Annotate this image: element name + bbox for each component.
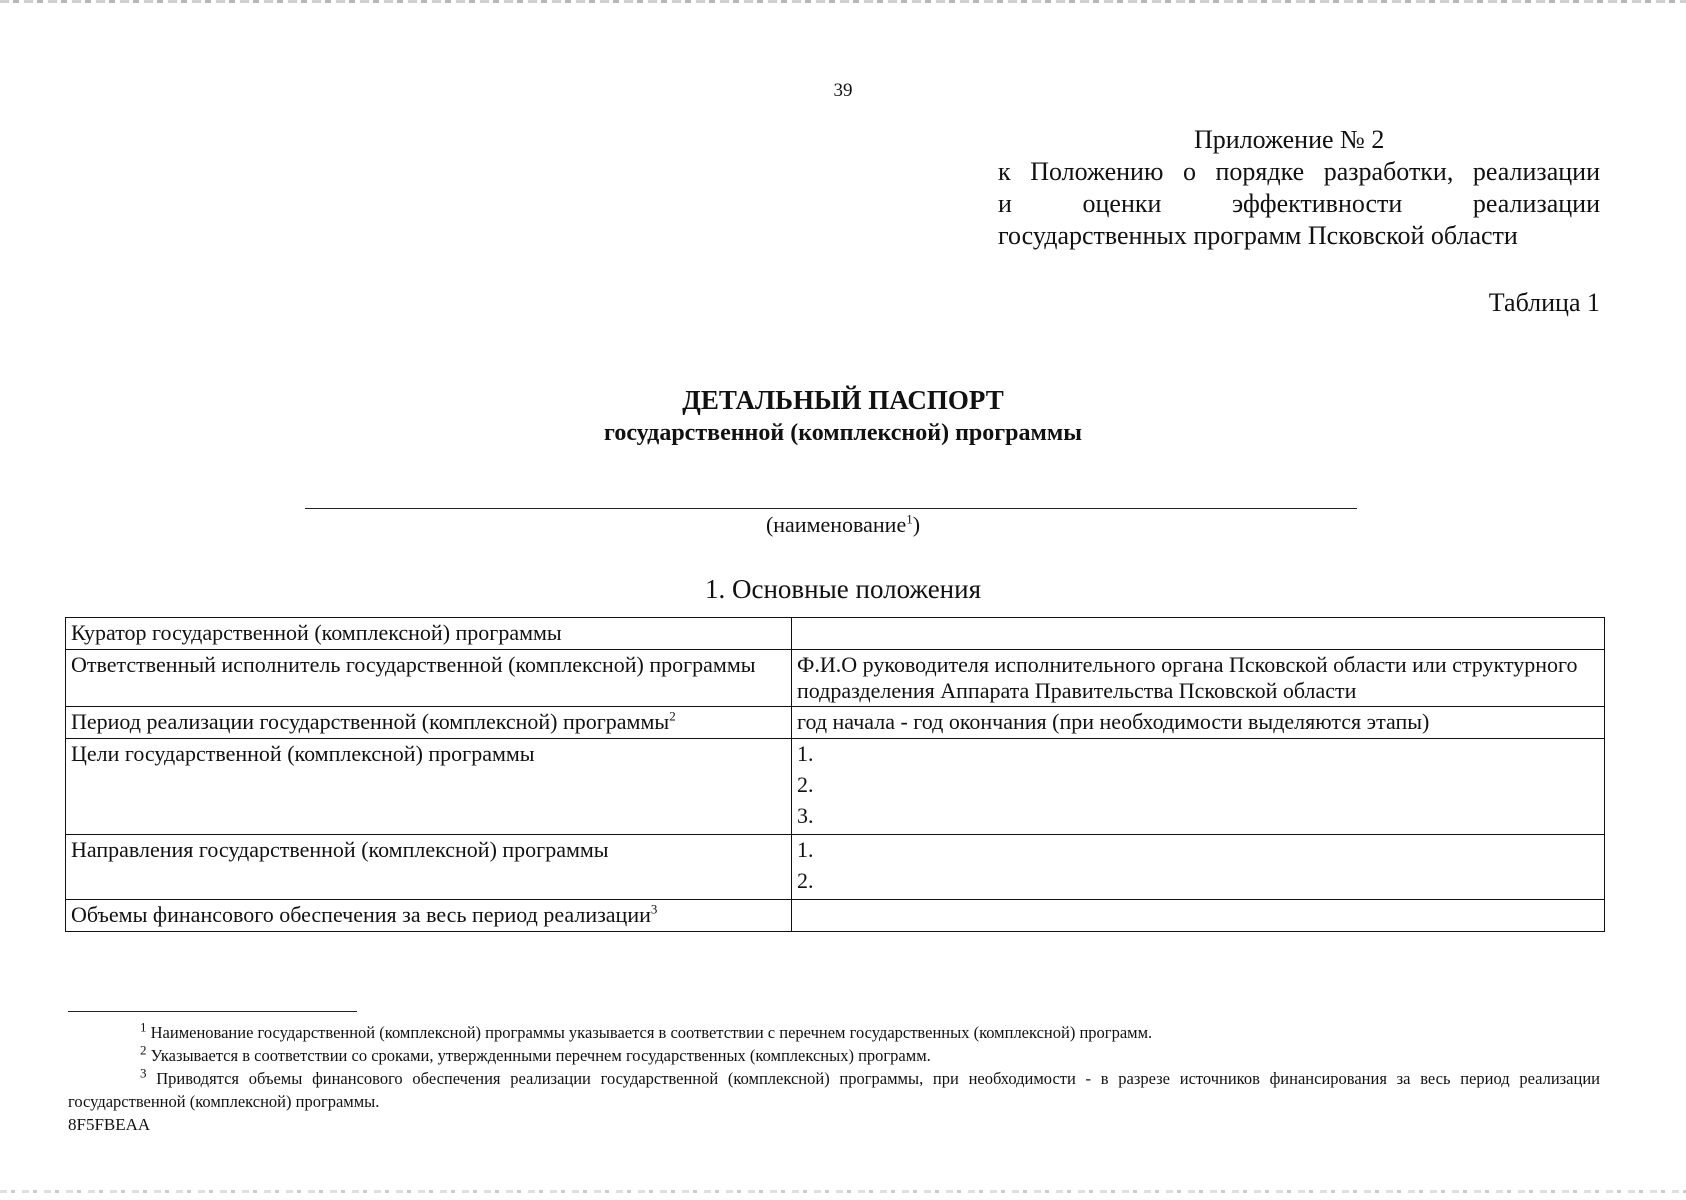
footnote-mark: 3 xyxy=(140,1065,147,1081)
footnote-mark: 2 xyxy=(140,1042,147,1058)
row-value: год начала - год окончания (при необходимости выделяются этапы) xyxy=(792,707,1605,739)
footnote-mark: 2 xyxy=(669,708,676,724)
scan-edge-bottom xyxy=(0,1190,1686,1193)
list-item: 1. xyxy=(797,741,814,766)
appendix-block xyxy=(998,124,1600,252)
row-label: Направления государственной (комплексной) программы xyxy=(66,835,792,900)
row-label: Цели государственной (комплексной) программы xyxy=(66,739,792,835)
scan-edge-top xyxy=(0,0,1686,3)
list-item: 2. xyxy=(797,772,814,797)
row-label: Период реализации государственной (комплексной) программы$^2$ xyxy=(66,707,792,739)
appendix-line-3: государственных программ Псковской области xyxy=(998,221,1518,250)
program-name-line xyxy=(305,508,1357,509)
footnotes xyxy=(68,1021,1600,1136)
list-item: 2. xyxy=(797,868,814,893)
appendix-title: Приложение № 2 xyxy=(1194,125,1385,154)
footnote-separator xyxy=(68,1011,357,1012)
document-subtitle: государственной (комплексной) программы xyxy=(604,420,1082,446)
row-value xyxy=(792,739,1605,835)
footnote: $^3$ Приводятся объемы финансового обеспечения реализации государственной (комплексной) программы, при необходимости - в разрезе источников финансирования за весь период реализации государственной (комплексной) программы. xyxy=(68,1065,1600,1111)
row-label: Объемы финансового обеспечения за весь период реализации$^3$ xyxy=(66,900,792,932)
table-label: Таблица 1 xyxy=(1488,288,1600,317)
row-label: Ответственный исполнитель государственной (комплексной) программы xyxy=(66,650,792,707)
footnote-mark: 1 xyxy=(140,1019,147,1035)
row-value xyxy=(792,618,1605,650)
document-code: 8F5FBEAA xyxy=(68,1115,151,1134)
table-row xyxy=(66,739,1605,835)
page-number: 39 xyxy=(833,80,853,101)
row-value xyxy=(792,835,1605,900)
row-label: Куратор государственной (комплексной) программы xyxy=(66,618,792,650)
footnote-mark: 3 xyxy=(650,901,658,917)
main-provisions-table xyxy=(65,617,1605,932)
section-heading: 1. Основные положения xyxy=(705,574,981,604)
footnote: $^1$ Наименование государственной (комплексной) программы указывается в соответствии с перечнем государственных (комплексной) программ. xyxy=(140,1019,1153,1042)
appendix-line-2: и оценки эффективности реализации xyxy=(998,189,1600,218)
table-row xyxy=(66,618,1605,650)
footnote-mark: 1 xyxy=(906,511,913,527)
list-item: 3. xyxy=(797,803,814,828)
table-row xyxy=(66,900,1605,932)
row-value xyxy=(792,900,1605,932)
program-name-caption: (наименование$^1$) xyxy=(765,511,921,537)
document-title: ДЕТАЛЬНЫЙ ПАСПОРТ xyxy=(682,385,1004,415)
appendix-line-1: к Положению о порядке разработки, реализации xyxy=(998,157,1600,186)
row-value: Ф.И.О руководителя исполнительного органа Псковской области или структурного подразделения Аппарата Правительства Псковской области xyxy=(792,650,1605,707)
footnote: $^2$ Указывается в соответствии со сроками, утвержденными перечнем государственных (комплексных) программ. xyxy=(140,1042,931,1065)
table-row xyxy=(66,835,1605,900)
table-row xyxy=(66,707,1605,739)
table-row xyxy=(66,650,1605,707)
list-item: 1. xyxy=(797,837,814,862)
